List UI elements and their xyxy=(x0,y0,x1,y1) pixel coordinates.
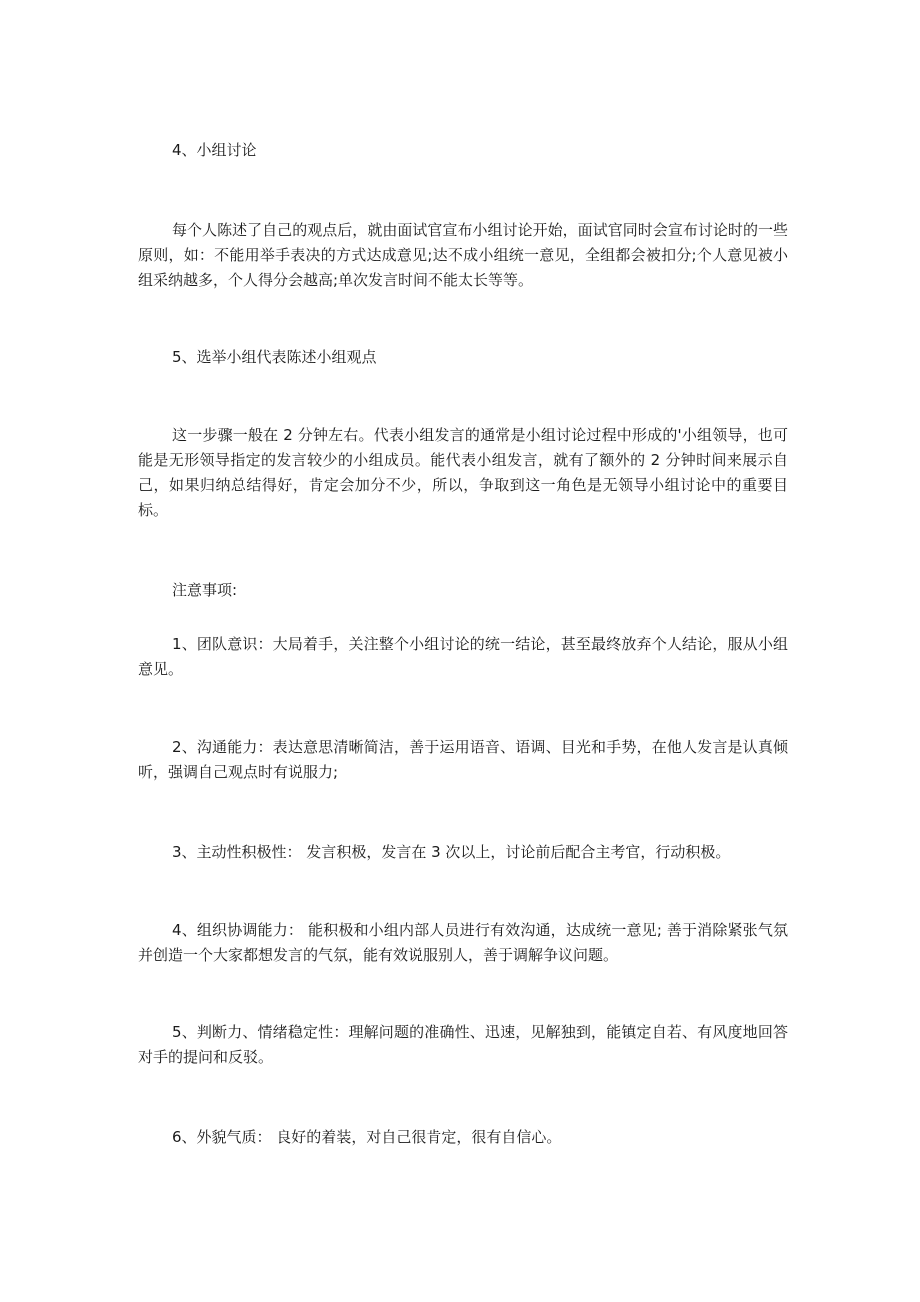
section-heading-elect-representative: 5、选举小组代表陈述小组观点 xyxy=(172,348,377,366)
notes-heading: 注意事项: xyxy=(172,581,238,599)
note-communication: 2、沟通能力：表达意思清晰简洁，善于运用语音、语调、目光和手势，在他人发言是认真倾听，强调自己观点时有说服力; xyxy=(138,738,788,781)
section-heading-group-discussion: 4、小组讨论 xyxy=(172,141,257,159)
paragraph-group-discussion-rules: 每个人陈述了自己的观点后，就由面试官宣布小组讨论开始，面试官同时会宣布讨论时的一些原则，如：不能用举手表决的方式达成意见;达不成小组统一意见，全组都会被扣分;个人意见被小组采纳越多，个人得分会越高;单次发言时间不能太长等等。 xyxy=(138,221,788,289)
note-coordination: 4、组织协调能力： 能积极和小组内部人员进行有效沟通，达成统一意见; 善于消除紧张气氛并创造一个大家都想发言的气氛，能有效说服别人，善于调解争议问题。 xyxy=(138,921,788,964)
note-judgement: 5、判断力、情绪稳定性：理解问题的准确性、迅速，见解独到，能镇定自若、有风度地回答对手的提问和反驳。 xyxy=(138,1023,788,1066)
note-appearance: 6、外貌气质： 良好的着装，对自己很肯定，很有自信心。 xyxy=(172,1128,562,1146)
paragraph-representative-speech: 这一步骤一般在 2 分钟左右。代表小组发言的通常是小组讨论过程中形成的'小组领导，也可能是无形领导指定的发言较少的小组成员。能代表小组发言，就有了额外的 2 分钟时间来展示自己，如果归纳总结得好，肯定会加分不少，所以，争取到这一角色是无领导小组讨论中的重要目标。 xyxy=(138,426,788,519)
note-initiative: 3、主动性积极性： 发言积极，发言在 3 次以上，讨论前后配合主考官，行动积极。 xyxy=(172,843,731,861)
note-teamwork: 1、团队意识：大局着手，关注整个小组讨论的统一结论，甚至最终放弃个人结论，服从小组意见。 xyxy=(138,635,788,678)
